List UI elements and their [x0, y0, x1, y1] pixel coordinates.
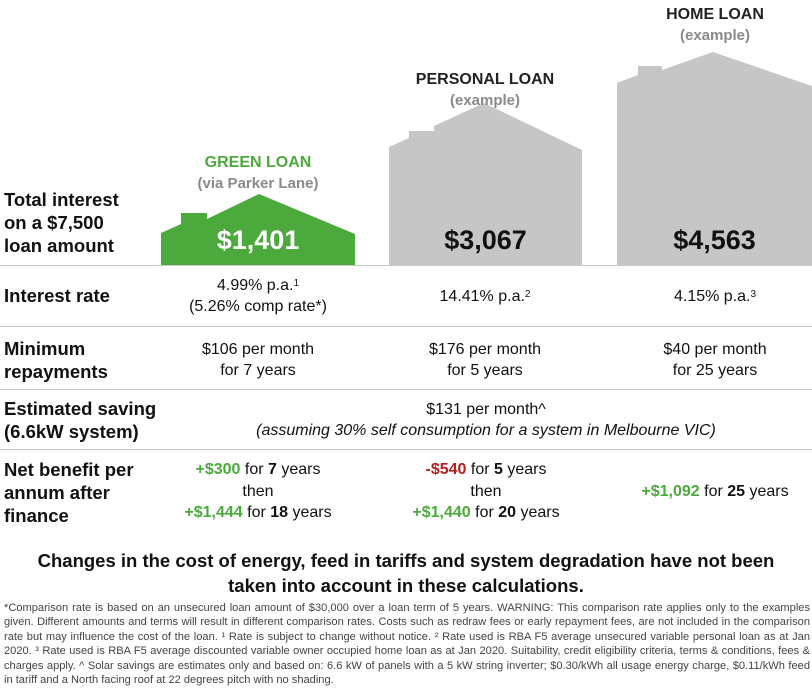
- personal-rate-value: 14.41% p.a.: [439, 288, 525, 305]
- home-loan-title: HOME LOAN: [666, 6, 764, 23]
- text: years: [516, 504, 560, 521]
- green-loan-header: [158, 154, 358, 192]
- green-net-benefit: [150, 459, 366, 524]
- personal-benefit-then: then: [470, 482, 502, 500]
- green-rate-footnote-ref: 1: [293, 278, 300, 289]
- green-rate-value: 4.99% p.a.: [216, 277, 294, 294]
- green-repay-term: for 7 years: [220, 362, 296, 379]
- home-repay-amount: $40 per month: [663, 341, 767, 358]
- personal-repay-amount: $176 per month: [428, 341, 542, 358]
- personal-interest-rate: [385, 286, 585, 307]
- calculation-note-line2: taken into account in these calculations.: [228, 575, 584, 596]
- home-interest-rate: [615, 286, 812, 307]
- min-repayments-label-line1: Minimum: [4, 338, 86, 359]
- saving-value: [160, 399, 812, 441]
- total-interest-label-line2: on a $7,500: [4, 212, 104, 233]
- green-loan-subtitle: (via Parker Lane): [197, 175, 319, 192]
- home-total-interest: $4,563: [673, 225, 756, 255]
- row-divider: [0, 326, 812, 327]
- green-repay-amount: $106 per month: [201, 341, 315, 358]
- total-interest-label: [4, 188, 119, 257]
- saving-label: [4, 397, 156, 443]
- green-interest-rate: [150, 275, 366, 317]
- home-net-benefit: [610, 481, 812, 502]
- net-benefit-label-line3: finance: [4, 505, 69, 526]
- saving-assumption: (assuming 30% self consumption for a system in Melbourne VIC): [256, 422, 716, 439]
- green-loan-title: GREEN LOAN: [204, 154, 312, 171]
- saving-label-line1: Estimated saving: [4, 398, 157, 419]
- home-rate-value: 4.15% p.a.: [673, 288, 751, 305]
- text: for: [240, 461, 268, 478]
- total-interest-label-line1: Total interest: [4, 189, 119, 210]
- green-benefit-amount-2: +$1,444: [184, 504, 243, 521]
- interest-rate-label: Interest rate: [4, 285, 110, 306]
- saving-label-line2: (6.6kW system): [4, 421, 139, 442]
- total-interest-label-line3: loan amount: [4, 235, 114, 256]
- home-benefit-amount: +$1,092: [641, 483, 700, 500]
- green-total-interest: $1,401: [216, 225, 300, 255]
- net-benefit-label-line1: Net benefit per: [4, 459, 134, 480]
- green-benefit-years-1: 7: [268, 461, 277, 478]
- home-benefit-years: 25: [727, 483, 746, 500]
- green-benefit-amount-1: +$300: [195, 461, 241, 478]
- text: for: [466, 461, 494, 478]
- text: years: [502, 461, 547, 478]
- min-repayments-label: [4, 337, 108, 383]
- personal-benefit-years-1: 5: [494, 461, 503, 478]
- row-divider: [0, 389, 812, 390]
- text: years: [276, 461, 321, 478]
- text: for: [242, 504, 271, 521]
- personal-loan-header: [385, 71, 585, 109]
- home-repay-term: for 25 years: [672, 362, 758, 379]
- home-min-repayments: [615, 339, 812, 381]
- home-rate-footnote-ref: 3: [750, 289, 757, 300]
- personal-min-repayments: [385, 339, 585, 381]
- personal-benefit-amount-1: -$540: [425, 461, 467, 478]
- calculation-note-line1: Changes in the cost of energy, feed in tariffs and system degradation have not been: [37, 550, 775, 571]
- row-divider: [0, 449, 812, 450]
- calculation-note: [0, 548, 812, 598]
- footnote-disclaimer: *Comparison rate is based on an unsecured loan amount of $30,000 over a loan term of 5 years. WARNING: This comparison rate applies only to the examples given. Different amounts and terms will result in different comparison rates. Costs such as redraw fees or early repayment fees, are not included in the comparison rate but may influence the cost of the loan. ¹ Rate is subject to change without notice. ² Rate used is RBA F5 average unsecured variable personal loan as at Jan 2020. ³ Rate used is RBA F5 average discounted variable owner occupied home loan as at Jan 2020. Suitability, credit eligibility criteria, terms & conditions, fees & charges apply. ^ Solar savings are estimates only and based on: 6.6 kW of panels with a 5 kW string inverter; $0.30/kWh all usage energy charge, $0.11/kWh feed in tariff and a North facing roof at 22 degrees pitch with no shading.: [4, 602, 810, 687]
- personal-loan-subtitle: (example): [449, 92, 521, 109]
- green-comp-rate: (5.26% comp rate*): [189, 298, 327, 315]
- personal-total-interest: $3,067: [444, 225, 527, 255]
- home-loan-header: [615, 6, 812, 44]
- min-repayments-label-line2: repayments: [4, 361, 108, 382]
- saving-amount: $131 per month^: [426, 401, 546, 418]
- text: for: [470, 504, 499, 521]
- text: years: [288, 504, 332, 521]
- net-benefit-label: [4, 458, 134, 527]
- green-min-repayments: [158, 339, 358, 381]
- text: for: [699, 483, 728, 500]
- row-divider: [0, 265, 812, 266]
- personal-rate-footnote-ref: 2: [524, 289, 531, 300]
- personal-loan-title: PERSONAL LOAN: [415, 71, 555, 88]
- personal-repay-term: for 5 years: [447, 362, 523, 379]
- personal-benefit-amount-2: +$1,440: [412, 504, 471, 521]
- text: years: [745, 483, 789, 500]
- home-loan-subtitle: (example): [679, 27, 751, 44]
- personal-net-benefit: [378, 459, 594, 524]
- green-benefit-then: then: [242, 482, 274, 500]
- green-benefit-years-2: 18: [270, 504, 289, 521]
- net-benefit-label-line2: annum after: [4, 482, 110, 503]
- personal-benefit-years-2: 20: [498, 504, 517, 521]
